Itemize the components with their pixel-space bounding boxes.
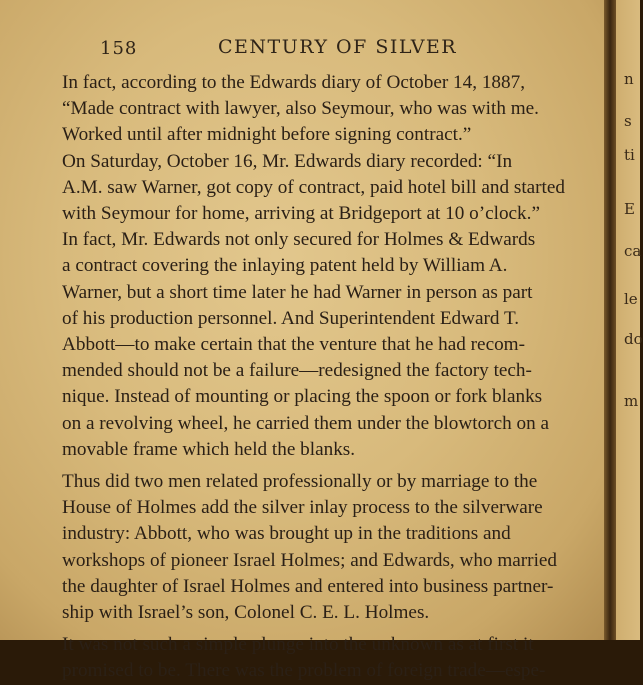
text-line: nique. Instead of mounting or placing the spoon or fork blanks	[62, 386, 543, 408]
text-line: Abbott—to make certain that the venture that he had recom-	[62, 334, 525, 356]
text-line: On Saturday, October 16, Mr. Edwards diary recorded: “In	[62, 150, 513, 172]
next-page-fragment: E	[624, 200, 635, 218]
book-gutter	[604, 0, 616, 640]
text-line: In fact, Mr. Edwards not only secured for Holmes & Edwards	[62, 229, 536, 251]
text-line: Worked until after midnight before signing contract.”	[62, 124, 472, 146]
text-line: industry: Abbott, who was brought up in the traditions and	[62, 523, 511, 545]
text-line: Thus did two men related professionally or by marriage to the	[62, 471, 538, 493]
text-line: It was not such a simple plunge into the unknown as at first it	[62, 634, 534, 656]
text-line: House of Holmes add the silver inlay process to the silverware	[62, 497, 543, 519]
next-page-fragment: le	[624, 290, 638, 308]
next-page-fragment: ca	[624, 242, 642, 260]
text-line: “Made contract with lawyer, also Seymour, who was with me.	[62, 98, 539, 120]
text-line: ship with Israel’s son, Colonel C. E. L. Holmes.	[62, 602, 430, 624]
text-line: Warner, but a short time later he had Warner in person as part	[62, 281, 533, 303]
next-page-fragment: n	[624, 70, 634, 88]
page-number: 158	[100, 38, 138, 59]
running-head: CENTURY OF SILVER	[218, 36, 458, 58]
next-page-fragment: s	[624, 112, 632, 130]
next-page-fragment: do	[624, 330, 643, 348]
text-line: workshops of pioneer Israel Holmes; and Edwards, who married	[62, 549, 558, 571]
text-line: movable frame which held the blanks.	[62, 438, 356, 460]
text-line: A.M. saw Warner, got copy of contract, paid hotel bill and started	[62, 176, 565, 198]
text-line: with Seymour for home, arriving at Bridgeport at 10 o’clock.”	[62, 203, 540, 225]
page-header	[0, 34, 600, 64]
text-line: mended should not be a failure—redesigned the factory tech-	[62, 360, 532, 382]
text-line: In fact, according to the Edwards diary of October 14, 1887,	[62, 72, 526, 93]
text-line: the daughter of Israel Holmes and entered into business partner-	[62, 575, 554, 597]
next-page-edge	[616, 0, 643, 640]
text-line: promised to be. There was the problem of foreign trade—espe-	[62, 660, 546, 682]
body-text	[62, 70, 592, 685]
next-page-fragment: ti	[624, 146, 635, 164]
text-line: of his production personnel. And Superintendent Edward T.	[62, 307, 520, 329]
next-page-fragment: m	[624, 392, 639, 410]
text-line: on a revolving wheel, he carried them under the blowtorch on a	[62, 412, 549, 434]
text-line: a contract covering the inlaying patent held by William A.	[62, 255, 508, 277]
